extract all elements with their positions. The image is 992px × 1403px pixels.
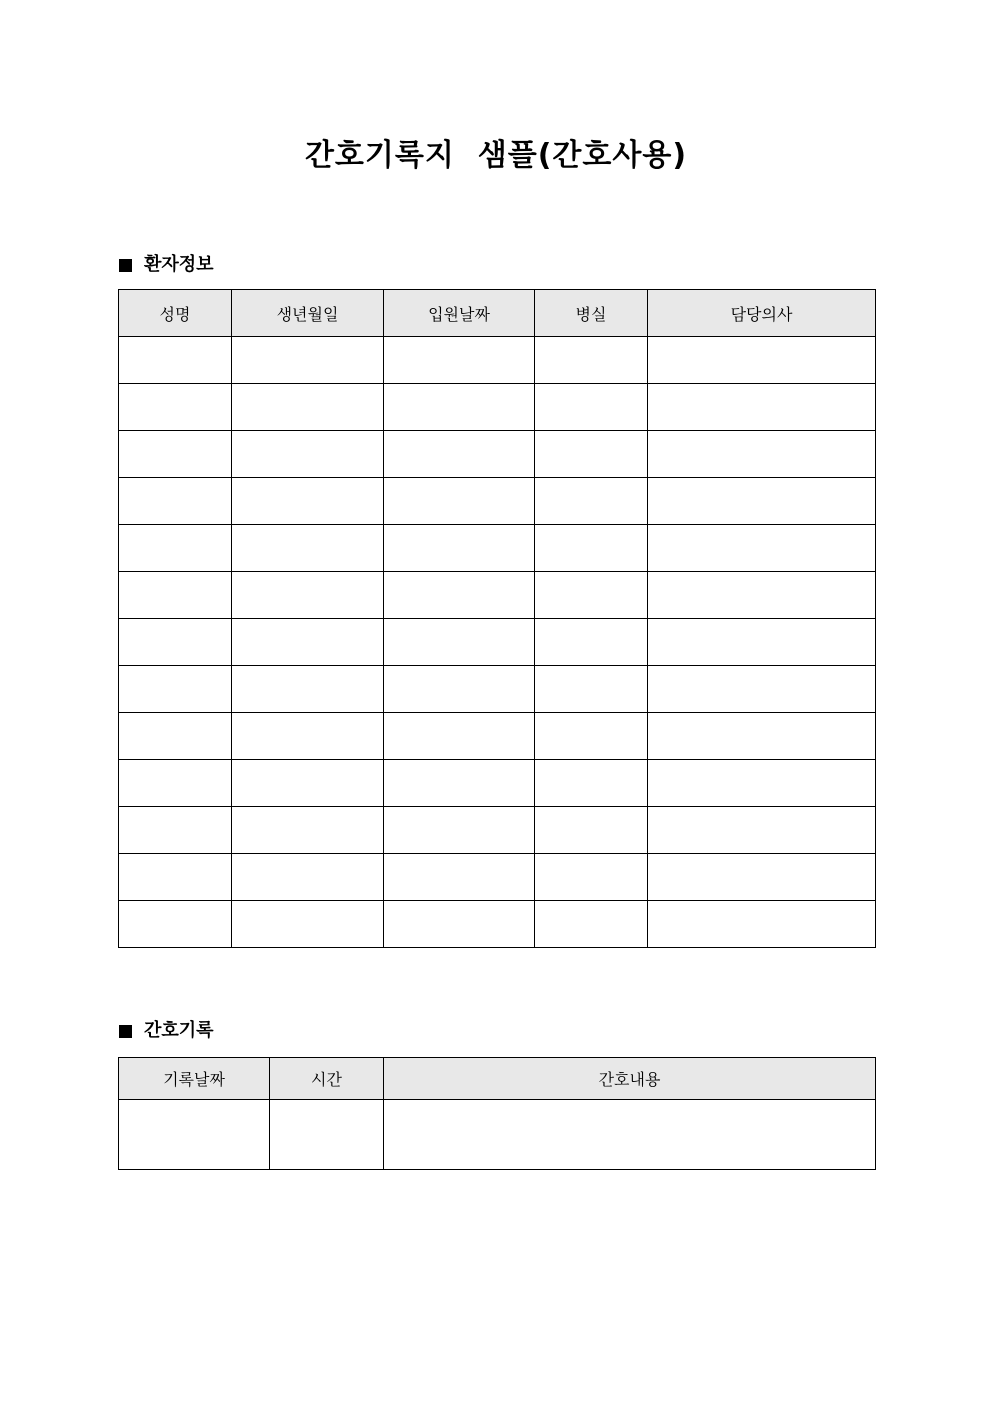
table-cell[interactable] [384, 431, 535, 478]
table-cell[interactable] [232, 901, 384, 948]
table-cell[interactable] [119, 713, 232, 760]
patient-info-heading-label: 환자정보 [144, 254, 214, 275]
table-cell[interactable] [384, 384, 535, 431]
table-cell[interactable] [535, 666, 648, 713]
table-cell[interactable] [384, 713, 535, 760]
table-cell[interactable] [119, 854, 232, 901]
table-cell[interactable] [535, 713, 648, 760]
table-cell[interactable] [648, 384, 876, 431]
table-cell[interactable] [119, 572, 232, 619]
table-cell[interactable] [384, 478, 535, 525]
column-header-name: 성명 [119, 290, 232, 337]
table-cell[interactable] [384, 807, 535, 854]
column-header-time: 시간 [270, 1058, 384, 1100]
table-cell[interactable] [648, 525, 876, 572]
table-cell[interactable] [384, 525, 535, 572]
table-row [119, 384, 876, 431]
table-cell[interactable] [232, 666, 384, 713]
table-cell[interactable] [648, 713, 876, 760]
table-cell[interactable] [119, 1100, 270, 1170]
table-row [119, 901, 876, 948]
table-cell[interactable] [648, 478, 876, 525]
table-row [119, 478, 876, 525]
table-cell[interactable] [270, 1100, 384, 1170]
square-bullet-icon [119, 1025, 132, 1038]
table-cell[interactable] [535, 384, 648, 431]
table-row [119, 431, 876, 478]
table-cell[interactable] [648, 807, 876, 854]
table-cell[interactable] [535, 807, 648, 854]
table-cell[interactable] [232, 478, 384, 525]
patient-info-table [118, 289, 876, 948]
column-header-birthdate: 생년월일 [232, 290, 384, 337]
table-row [119, 337, 876, 384]
nursing-record-heading-label: 간호기록 [144, 1020, 214, 1041]
table-cell[interactable] [648, 572, 876, 619]
table-cell[interactable] [535, 525, 648, 572]
table-cell[interactable] [232, 760, 384, 807]
table-cell[interactable] [232, 619, 384, 666]
table-cell[interactable] [648, 854, 876, 901]
table-cell[interactable] [384, 666, 535, 713]
table-cell[interactable] [384, 1100, 876, 1170]
table-row [119, 713, 876, 760]
table-cell[interactable] [119, 901, 232, 948]
table-cell[interactable] [232, 713, 384, 760]
column-header-doctor: 담당의사 [648, 290, 876, 337]
column-header-room: 병실 [535, 290, 648, 337]
square-bullet-icon [119, 259, 132, 272]
table-cell[interactable] [119, 525, 232, 572]
table-cell[interactable] [119, 384, 232, 431]
table-cell[interactable] [535, 431, 648, 478]
table-header-row [119, 290, 876, 337]
table-cell[interactable] [384, 854, 535, 901]
table-cell[interactable] [232, 854, 384, 901]
column-header-nursing-content: 간호내용 [384, 1058, 876, 1100]
table-row [119, 572, 876, 619]
table-cell[interactable] [119, 760, 232, 807]
table-cell[interactable] [232, 337, 384, 384]
table-cell[interactable] [119, 337, 232, 384]
table-cell[interactable] [384, 760, 535, 807]
document-title: 간호기록지 샘플(간호사용) [304, 138, 688, 173]
table-cell[interactable] [648, 666, 876, 713]
table-cell[interactable] [232, 525, 384, 572]
table-header-row [119, 1058, 876, 1100]
table-cell[interactable] [119, 619, 232, 666]
table-cell[interactable] [535, 572, 648, 619]
column-header-admission-date: 입원날짜 [384, 290, 535, 337]
table-row [119, 807, 876, 854]
table-cell[interactable] [232, 572, 384, 619]
table-cell[interactable] [232, 807, 384, 854]
patient-info-heading [119, 252, 214, 278]
table-cell[interactable] [384, 619, 535, 666]
table-cell[interactable] [648, 337, 876, 384]
table-cell[interactable] [648, 901, 876, 948]
table-row [119, 666, 876, 713]
table-row [119, 619, 876, 666]
table-row [119, 760, 876, 807]
table-cell[interactable] [119, 478, 232, 525]
table-cell[interactable] [384, 572, 535, 619]
table-cell[interactable] [648, 760, 876, 807]
column-header-record-date: 기록날짜 [119, 1058, 270, 1100]
table-row [119, 1100, 876, 1170]
table-cell[interactable] [535, 478, 648, 525]
table-cell[interactable] [648, 431, 876, 478]
table-cell[interactable] [232, 384, 384, 431]
table-cell[interactable] [535, 901, 648, 948]
table-cell[interactable] [119, 431, 232, 478]
table-cell[interactable] [535, 337, 648, 384]
nursing-record-table [118, 1057, 876, 1170]
table-row [119, 525, 876, 572]
table-cell[interactable] [535, 760, 648, 807]
table-cell[interactable] [535, 619, 648, 666]
table-cell[interactable] [535, 854, 648, 901]
nursing-record-heading [119, 1018, 214, 1044]
table-cell[interactable] [648, 619, 876, 666]
table-cell[interactable] [384, 337, 535, 384]
table-row [119, 854, 876, 901]
table-cell[interactable] [119, 807, 232, 854]
table-cell[interactable] [119, 666, 232, 713]
table-cell[interactable] [232, 431, 384, 478]
table-cell[interactable] [384, 901, 535, 948]
